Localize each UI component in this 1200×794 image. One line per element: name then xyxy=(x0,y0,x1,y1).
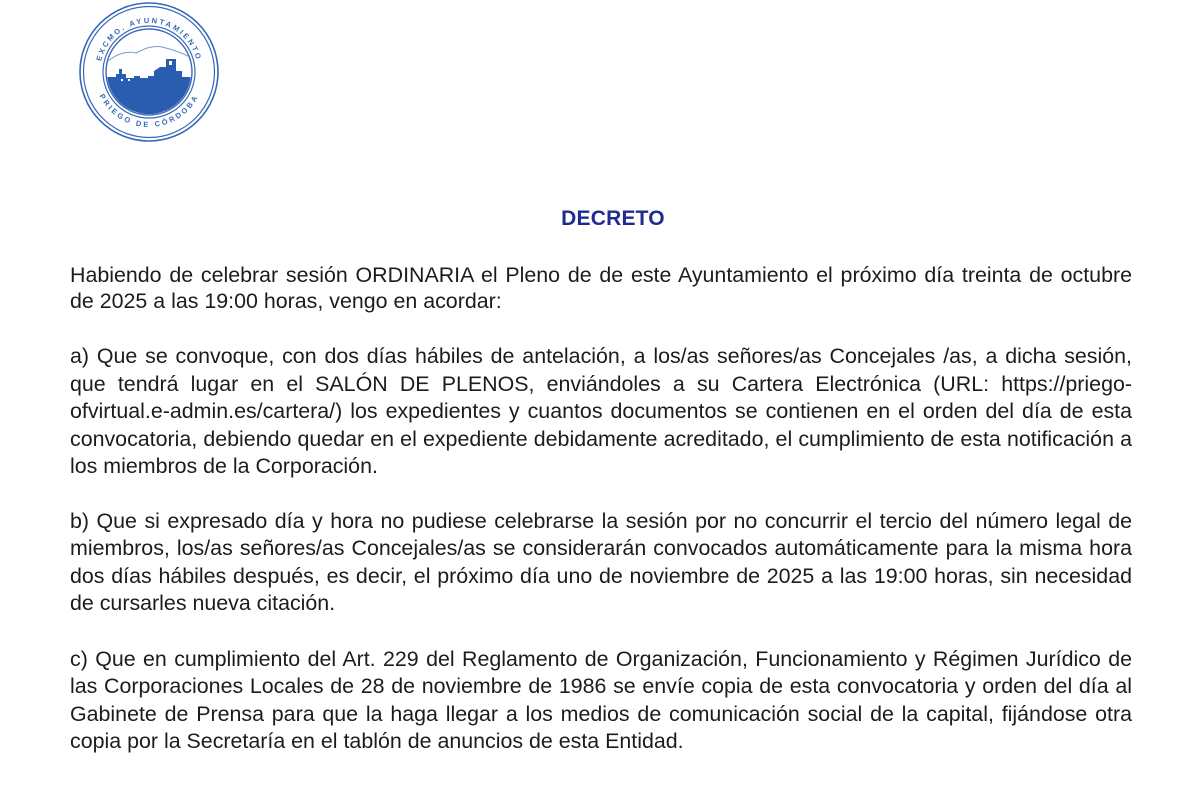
clause-a-paragraph: a) Que se convoque, con dos días hábiles de antelación, a los/as señores/as Concejales /as, a dicha sesión, que tendrá lugar en el SALÓN DE PLENOS, enviándoles a su Cartera Electrónica (URL: https://priego-ofvirtual.e-admin.es/cartera/) los expedientes y cuantos documentos se contienen en el orden del día de esta convocatoria, debiendo quedar en el expediente debidamente acreditado, el cumplimiento de esta notificación a los miembros de la Corporación. xyxy=(70,344,1132,479)
document-title: DECRETO xyxy=(561,207,665,230)
clause-c-paragraph: c) Que en cumplimiento del Art. 229 del Reglamento de Organización, Funcionamiento y Régimen Jurídico de las Corporaciones Locales de 28 de noviembre de 1986 se envíe copia de esta convocatoria y orden del día al Gabinete de Prensa para que la haga llegar a los medios de comunicación social de la capital, fijándose otra copia por la Secretaría en el tablón de anuncios de esta Entidad. xyxy=(70,646,1132,754)
clause-b-paragraph: b) Que si expresado día y hora no pudiese celebrarse la sesión por no concurrir el tercio del número legal de miembros, los/as señores/as Concejales/as se considerarán convocados automáticamente para la misma hora dos días hábiles después, es decir, el próximo día uno de noviembre de 2025 a las 19:00 horas, sin necesidad de cursarles nueva citación. xyxy=(70,508,1132,616)
svg-text:PRIEGO DE CÓRDOBA: PRIEGO DE CÓRDOBA xyxy=(97,92,201,130)
document-body xyxy=(70,262,1132,784)
intro-paragraph: Habiendo de celebrar sesión ORDINARIA el Pleno de de este Ayuntamiento el próximo día treinta de octubre de 2025 a las 19:00 horas, vengo en acordar: xyxy=(70,263,1132,313)
svg-text:EXCMO. AYUNTAMIENTO: EXCMO. AYUNTAMIENTO xyxy=(94,15,204,63)
municipal-seal-icon xyxy=(78,1,220,143)
